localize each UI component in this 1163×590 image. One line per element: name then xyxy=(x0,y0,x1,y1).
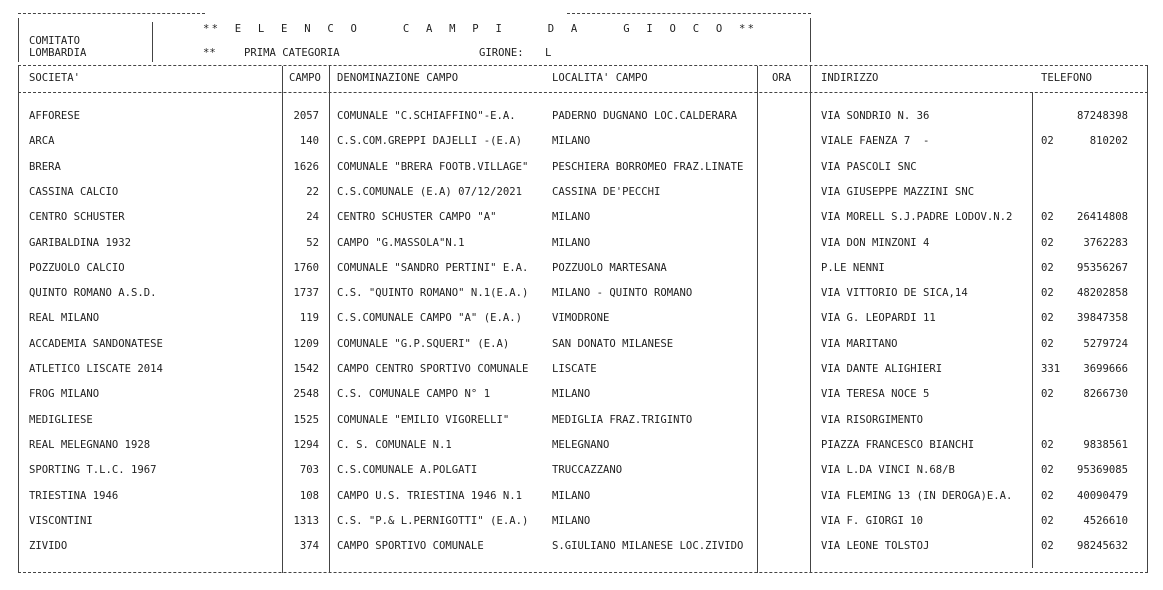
cell-telefono: 5279724 xyxy=(1083,338,1128,350)
cell-campo: 2548 xyxy=(293,388,319,400)
cell-localita: PADERNO DUGNANO LOC.CALDERARA xyxy=(552,110,737,122)
cell-denominazione: C.S. COMUNALE CAMPO N° 1 xyxy=(337,388,491,400)
cell-prefisso: 02 xyxy=(1041,540,1054,552)
cell-telefono: 48202858 xyxy=(1076,287,1128,299)
cell-prefisso: 02 xyxy=(1041,439,1054,451)
cell-campo: 2057 xyxy=(293,110,319,122)
cell-indirizzo: VIA L.DA VINCI N.68/B xyxy=(821,464,955,476)
cell-telefono: 810202 xyxy=(1089,135,1128,147)
cell-denominazione: CAMPO SPORTIVO COMUNALE xyxy=(337,540,484,552)
cell-indirizzo: VIA MORELL S.J.PADRE LODOV.N.2 xyxy=(821,211,1013,223)
cell-campo: 22 xyxy=(306,186,319,198)
cell-telefono: 3699666 xyxy=(1083,363,1128,375)
cell-localita: MILANO xyxy=(552,135,591,147)
cell-indirizzo: VIA MARITANO xyxy=(821,338,898,350)
cell-campo: 703 xyxy=(299,464,319,476)
cell-societa: ARCA xyxy=(29,135,55,147)
header-top-rule-right xyxy=(567,13,811,14)
col-sep-telefono xyxy=(1032,92,1033,568)
cell-localita: MILANO xyxy=(552,237,591,249)
cell-telefono: 98245632 xyxy=(1076,540,1128,552)
cell-indirizzo: VIA PASCOLI SNC xyxy=(821,161,917,173)
cell-denominazione: C. S. COMUNALE N.1 xyxy=(337,439,452,451)
col-sep-ora-right xyxy=(810,66,811,573)
header-top-rule-left xyxy=(18,13,205,14)
col-header-ora: ORA xyxy=(772,72,792,84)
cell-indirizzo: P.LE NENNI xyxy=(821,262,885,274)
cell-campo: 1626 xyxy=(293,161,319,173)
cell-societa: GARIBALDINA 1932 xyxy=(29,237,132,249)
cell-localita: MELEGNANO xyxy=(552,439,610,451)
cell-localita: SAN DONATO MILANESE xyxy=(552,338,674,350)
col-sep-denominazione xyxy=(329,66,330,573)
col-header-indirizzo: INDIRIZZO xyxy=(821,72,879,84)
cell-prefisso: 02 xyxy=(1041,338,1054,350)
col-header-telefono: TELEFONO xyxy=(1041,72,1093,84)
col-sep-right xyxy=(1147,66,1148,573)
cell-campo: 1294 xyxy=(293,439,319,451)
col-sep-left xyxy=(18,66,19,573)
table-header-bottom-rule xyxy=(18,92,1148,93)
cell-campo: 108 xyxy=(299,490,319,502)
cell-denominazione: C.S. "P.& L.PERNIGOTTI" (E.A.) xyxy=(337,515,529,527)
cell-indirizzo: VIA G. LEOPARDI 11 xyxy=(821,312,936,324)
cell-indirizzo: VIA DON MINZONI 4 xyxy=(821,237,930,249)
cell-indirizzo: VIA LEONE TOLSTOJ xyxy=(821,540,930,552)
col-header-denominazione: DENOMINAZIONE CAMPO xyxy=(337,72,459,84)
page-title: ** E L E N C O C A M P I D A G I O C O ** xyxy=(203,23,757,35)
cell-denominazione: C.S. "QUINTO ROMANO" N.1(E.A.) xyxy=(337,287,529,299)
cell-localita: MILANO xyxy=(552,211,591,223)
cell-campo: 52 xyxy=(306,237,319,249)
cell-campo: 1525 xyxy=(293,414,319,426)
cell-indirizzo: PIAZZA FRANCESCO BIANCHI xyxy=(821,439,975,451)
comitato-label: COMITATO xyxy=(29,35,81,47)
cell-denominazione: C.S.COMUNALE CAMPO "A" (E.A.) xyxy=(337,312,522,324)
cell-campo: 119 xyxy=(299,312,319,324)
cell-localita: MILANO xyxy=(552,490,591,502)
cell-indirizzo: VIA GIUSEPPE MAZZINI SNC xyxy=(821,186,975,198)
cell-telefono: 8266730 xyxy=(1083,388,1128,400)
header-right-border xyxy=(810,18,811,62)
cell-campo: 1760 xyxy=(293,262,319,274)
cell-prefisso: 02 xyxy=(1041,211,1054,223)
girone-value: L xyxy=(545,47,552,59)
cell-telefono: 40090479 xyxy=(1076,490,1128,502)
girone-label: GIRONE: xyxy=(479,47,524,59)
cell-denominazione: COMUNALE "EMILIO VIGORELLI" xyxy=(337,414,510,426)
cell-societa: REAL MILANO xyxy=(29,312,100,324)
cell-societa: BRERA xyxy=(29,161,61,173)
col-sep-ora-left xyxy=(757,66,758,573)
cell-prefisso: 02 xyxy=(1041,490,1054,502)
cell-societa: FROG MILANO xyxy=(29,388,100,400)
cell-societa: SPORTING T.L.C. 1967 xyxy=(29,464,157,476)
cell-telefono: 3762283 xyxy=(1083,237,1128,249)
col-header-societa: SOCIETA' xyxy=(29,72,81,84)
cell-prefisso: 02 xyxy=(1041,515,1054,527)
cell-indirizzo: VIA TERESA NOCE 5 xyxy=(821,388,930,400)
cell-denominazione: COMUNALE "C.SCHIAFFINO"-E.A. xyxy=(337,110,516,122)
cell-telefono: 95356267 xyxy=(1076,262,1128,274)
cell-indirizzo: VIA SONDRIO N. 36 xyxy=(821,110,930,122)
cell-societa: POZZUOLO CALCIO xyxy=(29,262,125,274)
cell-localita: TRUCCAZZANO xyxy=(552,464,623,476)
header-left-border xyxy=(18,18,19,62)
cell-indirizzo: VIA VITTORIO DE SICA,14 xyxy=(821,287,968,299)
cell-telefono: 39847358 xyxy=(1076,312,1128,324)
cell-denominazione: COMUNALE "G.P.SQUERI" (E.A) xyxy=(337,338,510,350)
cell-indirizzo: VIALE FAENZA 7 - xyxy=(821,135,930,147)
cell-societa: TRIESTINA 1946 xyxy=(29,490,119,502)
cell-telefono: 87248398 xyxy=(1076,110,1128,122)
cell-prefisso: 02 xyxy=(1041,312,1054,324)
cell-localita: PESCHIERA BORROMEO FRAZ.LINATE xyxy=(552,161,744,173)
cell-denominazione: COMUNALE "BRERA FOOTB.VILLAGE" xyxy=(337,161,529,173)
cell-indirizzo: VIA DANTE ALIGHIERI xyxy=(821,363,943,375)
cell-denominazione: CENTRO SCHUSTER CAMPO "A" xyxy=(337,211,497,223)
cell-telefono: 95369085 xyxy=(1076,464,1128,476)
cell-denominazione: C.S.COMUNALE A.POLGATI xyxy=(337,464,478,476)
cell-campo: 1542 xyxy=(293,363,319,375)
cell-localita: MEDIGLIA FRAZ.TRIGINTO xyxy=(552,414,693,426)
cell-prefisso: 02 xyxy=(1041,237,1054,249)
cell-campo: 1209 xyxy=(293,338,319,350)
cell-campo: 140 xyxy=(299,135,319,147)
cell-telefono: 4526610 xyxy=(1083,515,1128,527)
col-header-localita: LOCALITA' CAMPO xyxy=(552,72,648,84)
cell-localita: MILANO xyxy=(552,515,591,527)
cell-denominazione: C.S.COMUNALE (E.A) 07/12/2021 xyxy=(337,186,522,198)
cell-indirizzo: VIA RISORGIMENTO xyxy=(821,414,924,426)
cell-societa: ACCADEMIA SANDONATESE xyxy=(29,338,163,350)
cell-localita: LISCATE xyxy=(552,363,597,375)
cell-prefisso: 02 xyxy=(1041,262,1054,274)
cell-societa: MEDIGLIESE xyxy=(29,414,93,426)
cell-localita: VIMODRONE xyxy=(552,312,610,324)
cell-prefisso: 02 xyxy=(1041,287,1054,299)
cell-societa: QUINTO ROMANO A.S.D. xyxy=(29,287,157,299)
cell-prefisso: 02 xyxy=(1041,135,1054,147)
cell-prefisso: 331 xyxy=(1041,363,1061,375)
cell-denominazione: CAMPO CENTRO SPORTIVO COMUNALE xyxy=(337,363,529,375)
cell-localita: CASSINA DE'PECCHI xyxy=(552,186,661,198)
cell-telefono: 9838561 xyxy=(1083,439,1128,451)
cell-societa: REAL MELEGNANO 1928 xyxy=(29,439,151,451)
cell-localita: MILANO xyxy=(552,388,591,400)
table-top-rule xyxy=(18,65,1148,66)
header-divider xyxy=(152,22,153,62)
cell-denominazione: C.S.COM.GREPPI DAJELLI -(E.A) xyxy=(337,135,522,147)
cell-prefisso: 02 xyxy=(1041,388,1054,400)
cell-campo: 374 xyxy=(299,540,319,552)
cell-societa: VISCONTINI xyxy=(29,515,93,527)
cell-denominazione: CAMPO U.S. TRIESTINA 1946 N.1 xyxy=(337,490,522,502)
cell-societa: CASSINA CALCIO xyxy=(29,186,119,198)
category-name: PRIMA CATEGORIA xyxy=(244,47,340,59)
cell-campo: 1313 xyxy=(293,515,319,527)
cell-localita: S.GIULIANO MILANESE LOC.ZIVIDO xyxy=(552,540,744,552)
col-header-campo: CAMPO xyxy=(289,72,321,84)
cell-indirizzo: VIA F. GIORGI 10 xyxy=(821,515,924,527)
cell-societa: ATLETICO LISCATE 2014 xyxy=(29,363,163,375)
cell-societa: ZIVIDO xyxy=(29,540,68,552)
cell-telefono: 26414808 xyxy=(1076,211,1128,223)
cell-prefisso: 02 xyxy=(1041,464,1054,476)
cell-societa: AFFORESE xyxy=(29,110,81,122)
cell-localita: POZZUOLO MARTESANA xyxy=(552,262,667,274)
cell-localita: MILANO - QUINTO ROMANO xyxy=(552,287,693,299)
table-bottom-rule xyxy=(18,572,1148,573)
cell-indirizzo: VIA FLEMING 13 (IN DEROGA)E.A. xyxy=(821,490,1013,502)
cell-denominazione: CAMPO "G.MASSOLA"N.1 xyxy=(337,237,465,249)
cell-denominazione: COMUNALE "SANDRO PERTINI" E.A. xyxy=(337,262,529,274)
cell-societa: CENTRO SCHUSTER xyxy=(29,211,125,223)
region-name: LOMBARDIA xyxy=(29,47,87,59)
category-marker: ** xyxy=(203,47,216,59)
cell-campo: 24 xyxy=(306,211,319,223)
cell-campo: 1737 xyxy=(293,287,319,299)
